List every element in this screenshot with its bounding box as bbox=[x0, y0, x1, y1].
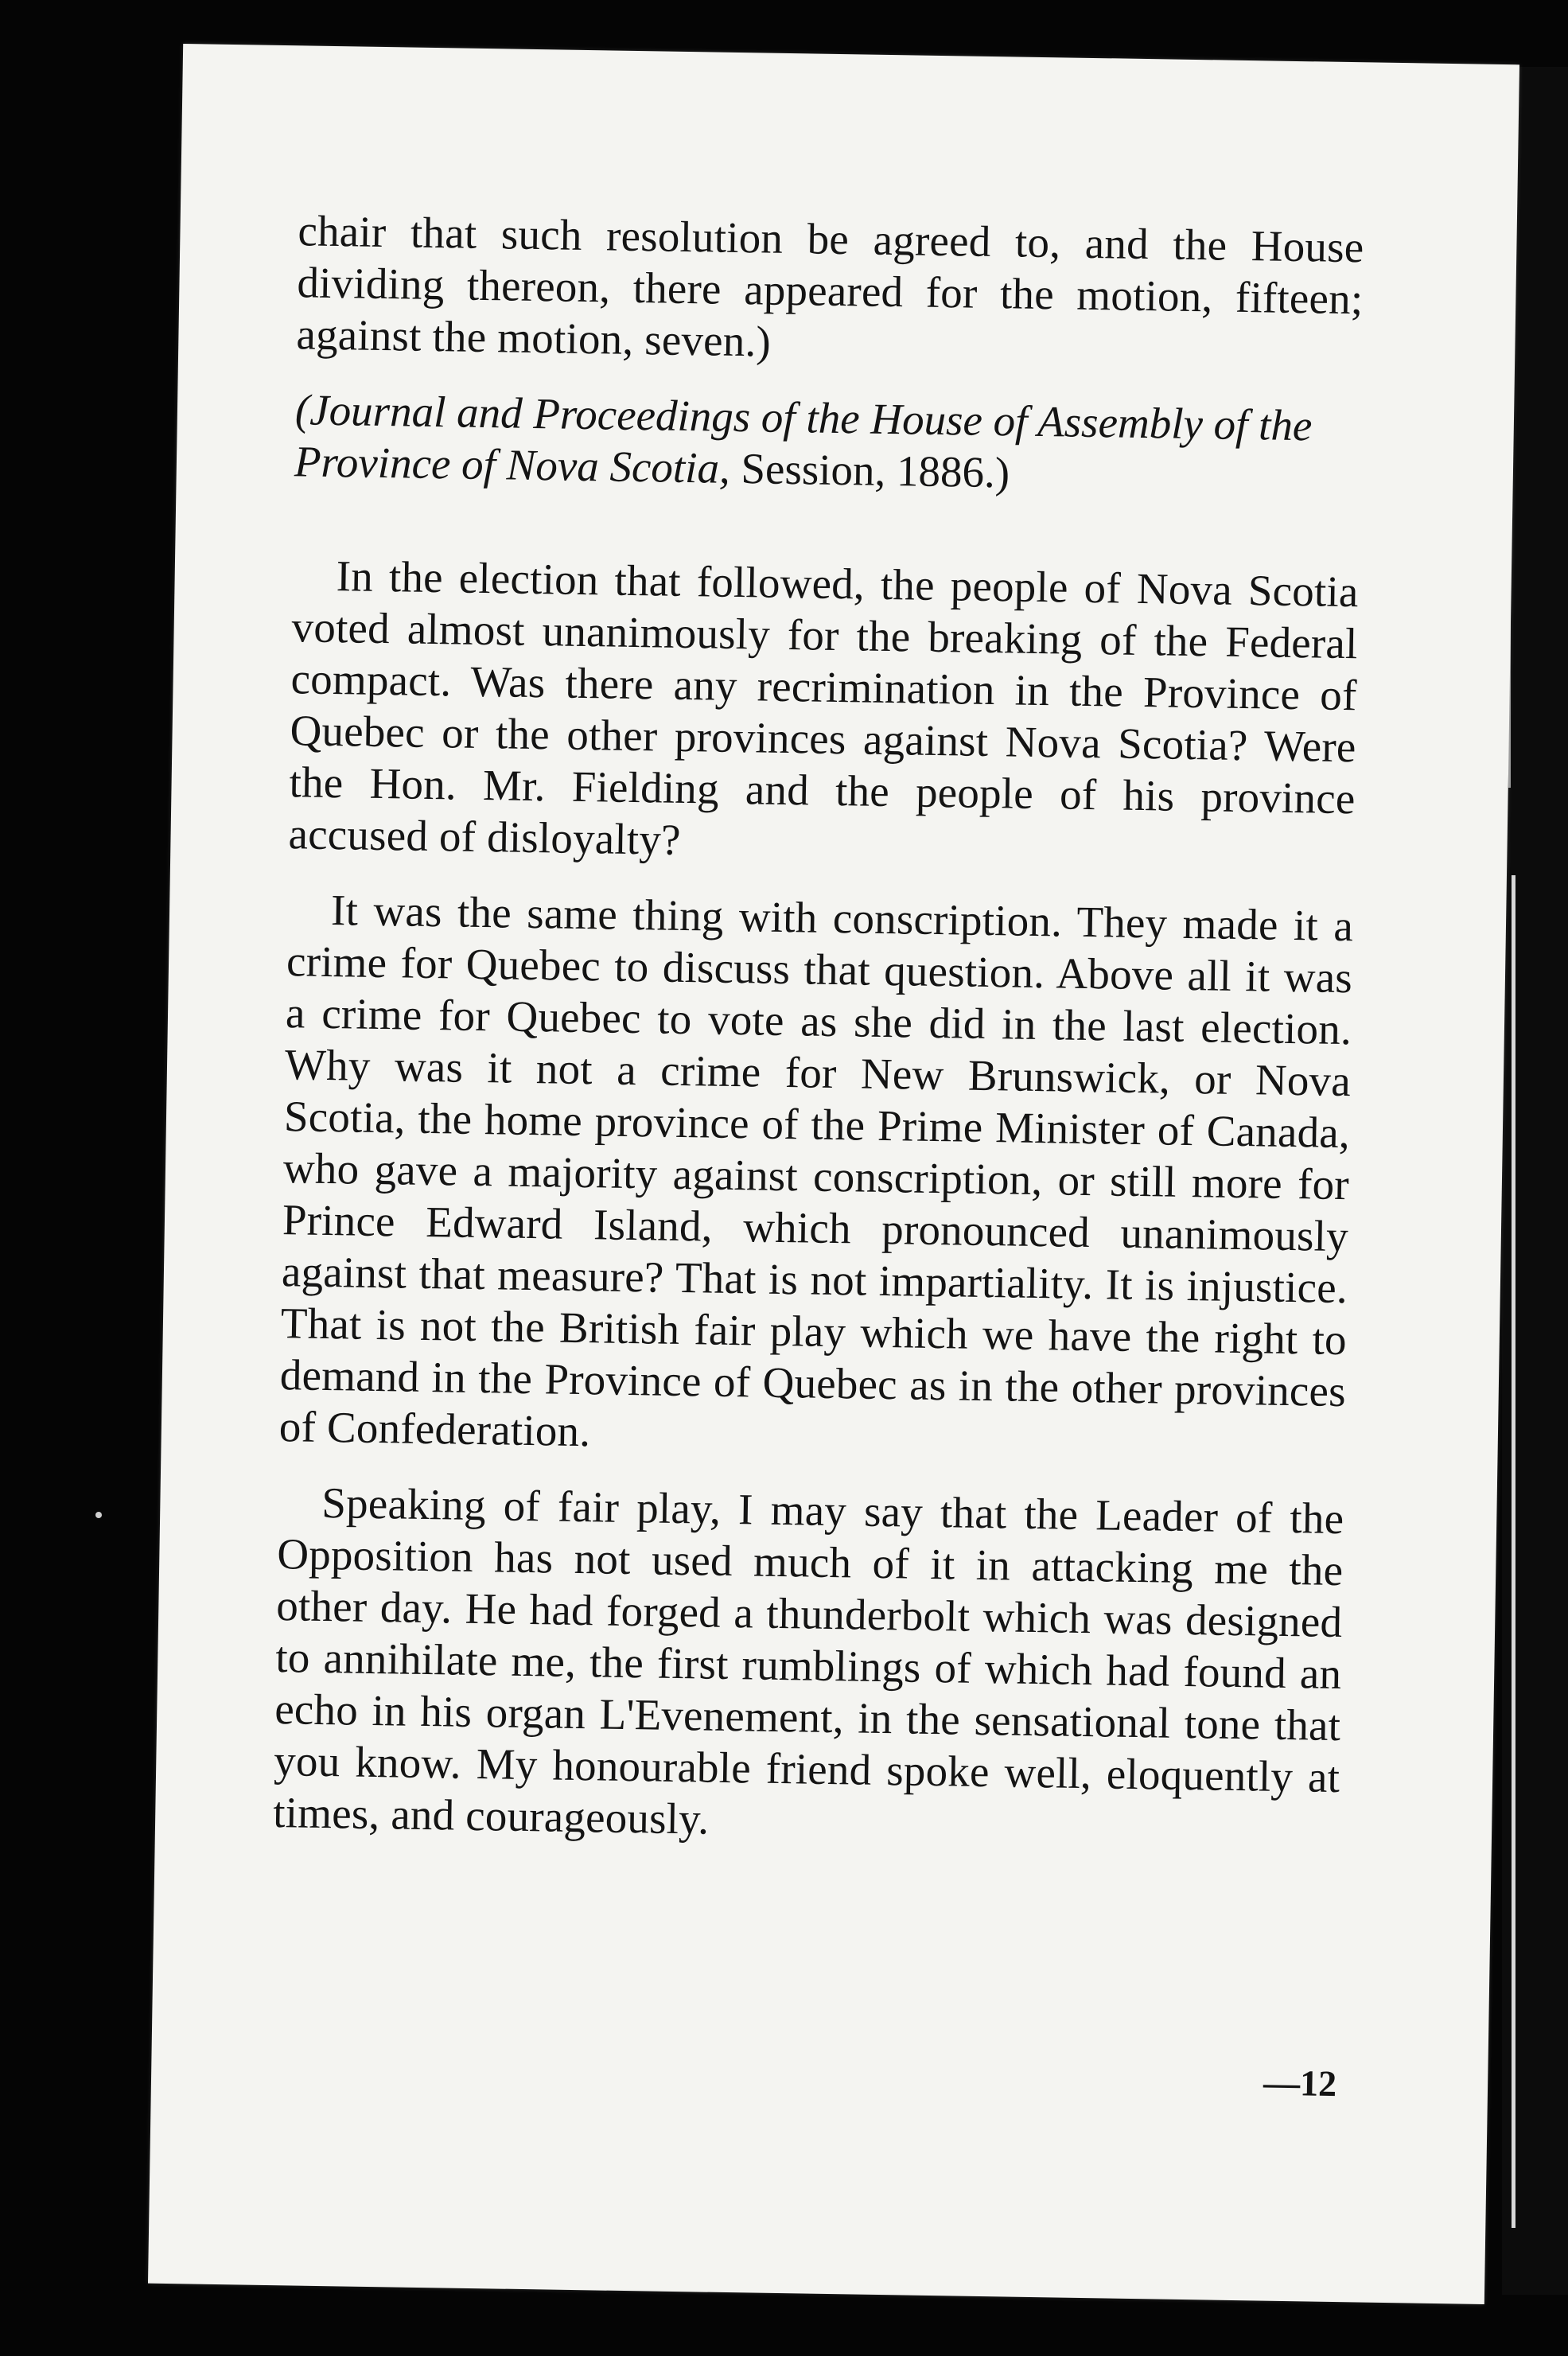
page-number: —12 bbox=[1263, 2062, 1337, 2105]
citation-session: Session, 1886.) bbox=[730, 443, 1010, 497]
citation-title: (Journal and Proceedings of the House of Assembly of the Province of Nova Scotia, bbox=[294, 385, 1313, 493]
paragraph-continuation: chair that such resolution be agreed to, and the House dividing thereon, there appeared for the motion, fifteen; against the motion, seven.) bbox=[296, 206, 1364, 366]
scan-speck bbox=[95, 1512, 102, 1518]
paragraph-fair-play: Speaking of fair play, I may say that the Leader of the Opposition has not used much of it in attacking me the other day. He had forged a thunderbolt which was designed to annihilate me, the first rumblings of which had found an echo in his organ L'Evenement, in the sensational tone that you know. My honourable friend spoke well, eloquently at times, and courageously. bbox=[272, 1478, 1344, 1844]
citation bbox=[294, 384, 1361, 504]
page-edge-line bbox=[1512, 875, 1515, 2228]
paragraph-conscription: It was the same thing with conscription. They made it a crime for Quebec to discuss that question. Above all it was a crime for Quebec to vote as she did in the last election. Why was it not a crime for New Brunswick, or Nova Scotia, the home province of the Prime Minister of Canada, who gave a majority against conscription, or still more for Prince Edward Island, which pronounced unanimously against that measure? That is not impartiality. It is injustice. That is not the British fair play which we have the right to demand in the Province of Quebec as in the other provinces of Confederation. bbox=[278, 886, 1354, 1456]
document-page bbox=[148, 44, 1519, 2304]
page-body bbox=[272, 204, 1364, 1879]
paragraph-election: In the election that followed, the people of Nova Scotia voted almost unanimously for the breaking of the Federal compact. Was there any recrimination in the Province of Quebec or the other provinces against Nova Scotia? Were the Hon. Mr. Fielding and the people of his province accused of disloyalty? bbox=[288, 551, 1360, 864]
